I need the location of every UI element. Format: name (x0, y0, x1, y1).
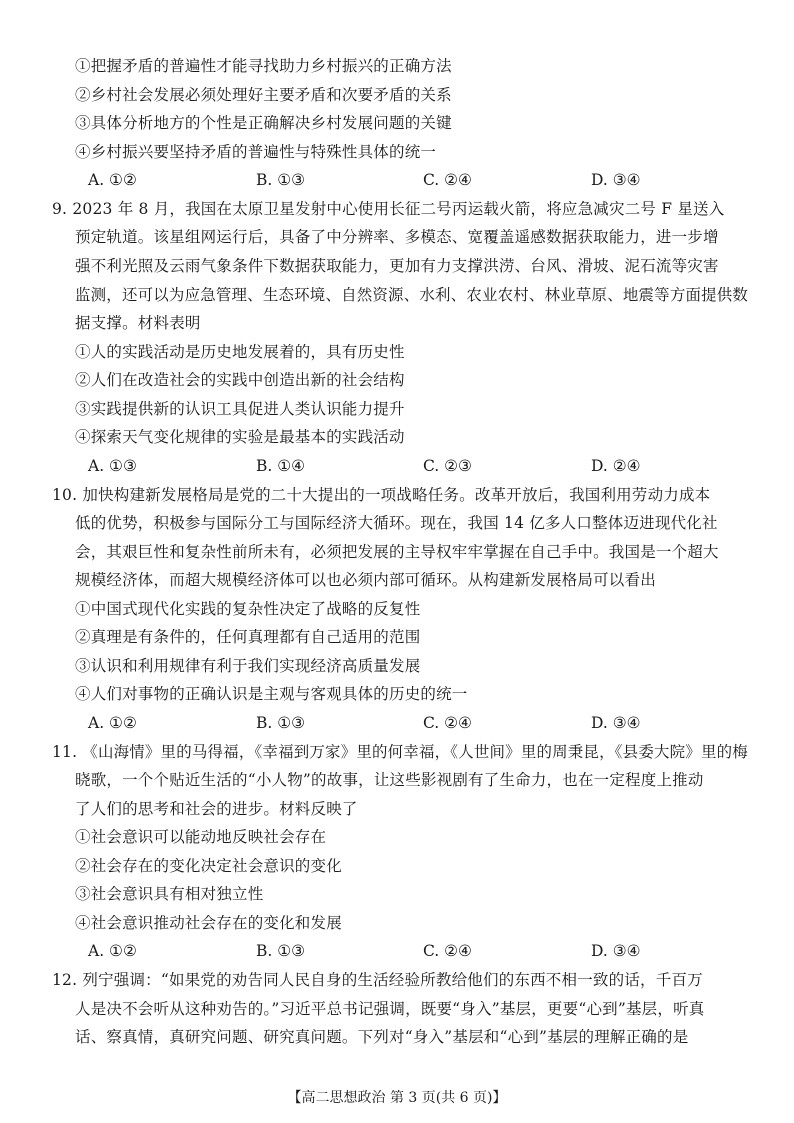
q9-statement-3: ③实践提供新的认识工具促进人类认识能力提升 (75, 400, 405, 418)
q12-stem-line-1: 12. 列宁强调：“如果党的劝告同人民自身的生活经验所教给他们的东西不相一致的话，千百万 (52, 971, 703, 989)
q10-statement-4: ④人们对事物的正确认识是主观与客观具体的历史的统一 (75, 685, 468, 703)
q8-option-a: A. ①② (88, 171, 137, 189)
q9-option-a: A. ①③ (88, 457, 137, 475)
q9-statement-4: ④探索天气变化规律的实验是最基本的实践活动 (75, 428, 405, 446)
q12-stem-line-3: 话、察真情，真研究问题、研究真问题。下列对“身入”基层和“心到”基层的理解正确的是 (75, 1028, 689, 1046)
q11-stem-line-3: 了人们的思考和社会的进步。材料反映了 (75, 800, 358, 818)
q9-stem-line-1: 9. 2023 年 8 月，我国在太原卫星发射中心使用长征二号丙运载火箭，将应急减灾二号 F 星送入 (52, 200, 725, 218)
q9-stem-line-4: 监测，还可以为应急管理、生态环境、自然资源、水利、农业农村、林业草原、地震等方面提供数 (75, 286, 749, 304)
q9-statement-1: ①人的实践活动是历史地发展着的，具有历史性 (75, 343, 405, 361)
q10-stem-line-4: 规模经济体，而超大规模经济体可以也必须内部可循环。从构建新发展格局可以看出 (75, 571, 656, 589)
q10-statement-1: ①中国式现代化实践的复杂性决定了战略的反复性 (75, 600, 421, 618)
q12-stem-line-2: 人是决不会听从这种劝告的。”习近平总书记强调，既要“身入”基层，更要“心到”基层，听真 (75, 1000, 705, 1018)
q8-option-b: B. ①③ (256, 171, 306, 189)
q10-option-d: D. ③④ (591, 714, 641, 732)
q11-statement-2: ②社会存在的变化决定社会意识的变化 (75, 857, 342, 875)
q11-stem-line-1: 11. 《山海情》里的马得福，《幸福到万家》里的何幸福，《人世间》里的周秉昆，《县委大院》里的梅 (52, 743, 748, 761)
q11-option-c: C. ②④ (423, 942, 472, 960)
q9-option-b: B. ①④ (256, 457, 306, 475)
q10-stem-line-2: 低的优势，积极参与国际分工与国际经济大循环。现在，我国 14 亿多人口整体迈进现代化社 (75, 514, 718, 532)
q11-statement-4: ④社会意识推动社会存在的变化和发展 (75, 914, 342, 932)
q10-option-c: C. ②④ (423, 714, 472, 732)
q8-statement-1: ①把握矛盾的普遍性才能寻找助力乡村振兴的正确方法 (75, 57, 452, 75)
q8-statement-2: ②乡村社会发展必须处理好主要矛盾和次要矛盾的关系 (75, 86, 452, 104)
q9-option-c: C. ②③ (423, 457, 472, 475)
q10-option-a: A. ①② (88, 714, 137, 732)
q10-stem-line-1: 10. 加快构建新发展格局是党的二十大提出的一项战略任务。改革开放后，我国利用劳动力成本 (52, 486, 711, 504)
page-footer: 【高二思想政治 第 3 页(共 6 页)】 (287, 1090, 507, 1106)
q10-statement-3: ③认识和利用规律有利于我们实现经济高质量发展 (75, 657, 421, 675)
q10-option-b: B. ①③ (256, 714, 306, 732)
q11-statement-1: ①社会意识可以能动地反映社会存在 (75, 828, 327, 846)
q11-statement-3: ③社会意识具有相对独立性 (75, 885, 264, 903)
q9-statement-2: ②人们在改造社会的实践中创造出新的社会结构 (75, 371, 405, 389)
q8-statement-3: ③具体分析地方的个性是正确解决乡村发展问题的关键 (75, 114, 452, 132)
q8-statement-4: ④乡村振兴要坚持矛盾的普遍性与特殊性具体的统一 (75, 143, 437, 161)
q9-stem-line-3: 强不利光照及云雨气象条件下数据获取能力，更加有力支撑洪涝、台风、滑坡、泥石流等灾害 (75, 257, 719, 275)
q10-stem-line-3: 会，其艰巨性和复杂性前所未有，必须把发展的主导权牢牢掌握在自己手中。我国是一个超大 (75, 543, 719, 561)
q11-option-a: A. ①② (88, 942, 137, 960)
q9-stem-line-2: 预定轨道。该星组网运行后，具备了中分辨率、多模态、宽覆盖遥感数据获取能力，进一步增 (75, 228, 719, 246)
q8-option-d: D. ③④ (591, 171, 641, 189)
q10-statement-2: ②真理是有条件的，任何真理都有自己适用的范围 (75, 628, 421, 646)
q8-option-c: C. ②④ (423, 171, 472, 189)
q11-option-d: D. ③④ (591, 942, 641, 960)
q11-option-b: B. ①③ (256, 942, 306, 960)
q11-stem-line-2: 晓歌，一个个贴近生活的“小人物”的故事，让这些影视剧有了生命力，也在一定程度上推动 (75, 771, 704, 789)
q9-option-d: D. ②④ (591, 457, 641, 475)
q9-stem-line-5: 据支撑。材料表明 (75, 314, 201, 332)
